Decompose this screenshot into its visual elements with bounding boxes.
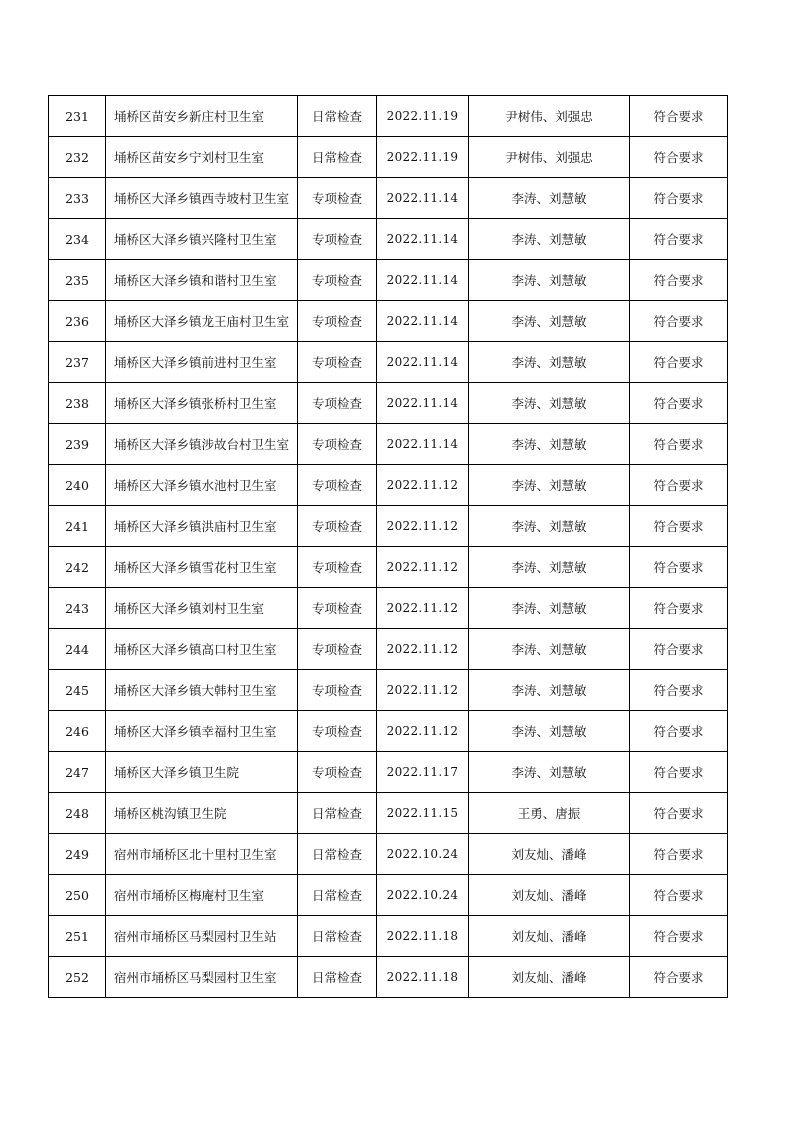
result-cell: 符合要求	[630, 301, 728, 342]
inspection-date-cell: 2022.11.12	[377, 547, 469, 588]
inspection-type-cell: 日常检查	[298, 96, 377, 137]
table-row	[49, 219, 728, 260]
unit-name-cell: 宿州市埇桥区马梨园村卫生站	[106, 916, 298, 957]
inspectors-cell: 李涛、刘慧敏	[469, 342, 630, 383]
inspectors-cell: 李涛、刘慧敏	[469, 506, 630, 547]
table-row	[49, 178, 728, 219]
unit-name-cell: 埇桥区苗安乡新庄村卫生室	[106, 96, 298, 137]
result-cell: 符合要求	[630, 383, 728, 424]
row-number-cell: 249	[49, 834, 106, 875]
result-cell: 符合要求	[630, 875, 728, 916]
inspection-type-cell: 专项检查	[298, 342, 377, 383]
unit-name-cell: 埇桥区大泽乡镇高口村卫生室	[106, 629, 298, 670]
inspectors-cell: 李涛、刘慧敏	[469, 260, 630, 301]
unit-name-cell: 埇桥区大泽乡镇西寺坡村卫生室	[106, 178, 298, 219]
inspection-date-cell: 2022.11.14	[377, 383, 469, 424]
unit-name-cell: 埇桥区大泽乡镇前进村卫生室	[106, 342, 298, 383]
inspectors-cell: 李涛、刘慧敏	[469, 465, 630, 506]
table-row	[49, 834, 728, 875]
inspection-date-cell: 2022.11.14	[377, 301, 469, 342]
inspection-type-cell: 日常检查	[298, 137, 377, 178]
table-row	[49, 752, 728, 793]
result-cell: 符合要求	[630, 547, 728, 588]
inspection-date-cell: 2022.10.24	[377, 875, 469, 916]
inspectors-cell: 尹树伟、刘强忠	[469, 137, 630, 178]
inspection-type-cell: 专项检查	[298, 178, 377, 219]
table-row	[49, 383, 728, 424]
row-number-cell: 252	[49, 957, 106, 998]
table-row	[49, 547, 728, 588]
inspectors-cell: 李涛、刘慧敏	[469, 588, 630, 629]
inspection-date-cell: 2022.11.12	[377, 506, 469, 547]
table-row	[49, 916, 728, 957]
inspection-date-cell: 2022.11.12	[377, 629, 469, 670]
unit-name-cell: 埇桥区大泽乡镇洪庙村卫生室	[106, 506, 298, 547]
inspectors-cell: 刘友灿、潘峰	[469, 916, 630, 957]
result-cell: 符合要求	[630, 629, 728, 670]
result-cell: 符合要求	[630, 219, 728, 260]
inspectors-cell: 李涛、刘慧敏	[469, 547, 630, 588]
inspectors-cell: 李涛、刘慧敏	[469, 629, 630, 670]
table-row	[49, 711, 728, 752]
inspection-date-cell: 2022.11.14	[377, 260, 469, 301]
unit-name-cell: 埇桥区桃沟镇卫生院	[106, 793, 298, 834]
row-number-cell: 248	[49, 793, 106, 834]
unit-name-cell: 埇桥区大泽乡镇刘村卫生室	[106, 588, 298, 629]
result-cell: 符合要求	[630, 424, 728, 465]
unit-name-cell: 宿州市埇桥区马梨园村卫生室	[106, 957, 298, 998]
row-number-cell: 232	[49, 137, 106, 178]
inspection-date-cell: 2022.11.19	[377, 96, 469, 137]
inspectors-cell: 李涛、刘慧敏	[469, 383, 630, 424]
table-row	[49, 588, 728, 629]
table-row	[49, 260, 728, 301]
row-number-cell: 245	[49, 670, 106, 711]
unit-name-cell: 宿州市埇桥区北十里村卫生室	[106, 834, 298, 875]
unit-name-cell: 埇桥区大泽乡镇幸福村卫生室	[106, 711, 298, 752]
inspection-date-cell: 2022.11.17	[377, 752, 469, 793]
unit-name-cell: 埇桥区大泽乡镇大韩村卫生室	[106, 670, 298, 711]
row-number-cell: 234	[49, 219, 106, 260]
inspection-type-cell: 专项检查	[298, 465, 377, 506]
result-cell: 符合要求	[630, 752, 728, 793]
row-number-cell: 236	[49, 301, 106, 342]
inspectors-cell: 李涛、刘慧敏	[469, 711, 630, 752]
inspection-date-cell: 2022.11.14	[377, 424, 469, 465]
result-cell: 符合要求	[630, 670, 728, 711]
inspection-type-cell: 日常检查	[298, 957, 377, 998]
result-cell: 符合要求	[630, 342, 728, 383]
result-cell: 符合要求	[630, 260, 728, 301]
row-number-cell: 233	[49, 178, 106, 219]
result-cell: 符合要求	[630, 178, 728, 219]
inspection-type-cell: 专项检查	[298, 301, 377, 342]
row-number-cell: 235	[49, 260, 106, 301]
inspectors-cell: 李涛、刘慧敏	[469, 178, 630, 219]
inspection-date-cell: 2022.11.12	[377, 711, 469, 752]
inspection-date-cell: 2022.11.12	[377, 465, 469, 506]
inspection-type-cell: 专项检查	[298, 670, 377, 711]
result-cell: 符合要求	[630, 834, 728, 875]
inspection-type-cell: 日常检查	[298, 875, 377, 916]
result-cell: 符合要求	[630, 506, 728, 547]
table-row	[49, 506, 728, 547]
inspection-type-cell: 专项检查	[298, 711, 377, 752]
row-number-cell: 247	[49, 752, 106, 793]
inspection-date-cell: 2022.11.15	[377, 793, 469, 834]
table-row	[49, 957, 728, 998]
unit-name-cell: 埇桥区大泽乡镇和谐村卫生室	[106, 260, 298, 301]
result-cell: 符合要求	[630, 711, 728, 752]
inspection-date-cell: 2022.11.14	[377, 219, 469, 260]
row-number-cell: 250	[49, 875, 106, 916]
inspection-type-cell: 专项检查	[298, 383, 377, 424]
table-row	[49, 137, 728, 178]
inspection-date-cell: 2022.11.14	[377, 178, 469, 219]
unit-name-cell: 埇桥区大泽乡镇涉故台村卫生室	[106, 424, 298, 465]
table-row	[49, 875, 728, 916]
inspection-type-cell: 专项检查	[298, 629, 377, 670]
unit-name-cell: 埇桥区苗安乡宁刘村卫生室	[106, 137, 298, 178]
table-row	[49, 96, 728, 137]
row-number-cell: 243	[49, 588, 106, 629]
unit-name-cell: 埇桥区大泽乡镇水池村卫生室	[106, 465, 298, 506]
result-cell: 符合要求	[630, 916, 728, 957]
inspectors-cell: 尹树伟、刘强忠	[469, 96, 630, 137]
table-row	[49, 629, 728, 670]
inspectors-cell: 李涛、刘慧敏	[469, 301, 630, 342]
inspectors-cell: 刘友灿、潘峰	[469, 957, 630, 998]
inspection-type-cell: 专项检查	[298, 219, 377, 260]
result-cell: 符合要求	[630, 465, 728, 506]
inspection-date-cell: 2022.11.18	[377, 916, 469, 957]
unit-name-cell: 埇桥区大泽乡镇兴隆村卫生室	[106, 219, 298, 260]
table-row	[49, 465, 728, 506]
inspection-type-cell: 专项检查	[298, 752, 377, 793]
result-cell: 符合要求	[630, 957, 728, 998]
row-number-cell: 242	[49, 547, 106, 588]
row-number-cell: 251	[49, 916, 106, 957]
inspectors-cell: 李涛、刘慧敏	[469, 424, 630, 465]
table-row	[49, 670, 728, 711]
inspection-type-cell: 专项检查	[298, 260, 377, 301]
result-cell: 符合要求	[630, 588, 728, 629]
inspection-type-cell: 日常检查	[298, 916, 377, 957]
inspection-type-cell: 日常检查	[298, 834, 377, 875]
table-row	[49, 424, 728, 465]
row-number-cell: 239	[49, 424, 106, 465]
inspection-type-cell: 专项检查	[298, 424, 377, 465]
table-row	[49, 342, 728, 383]
result-cell: 符合要求	[630, 137, 728, 178]
inspection-date-cell: 2022.11.12	[377, 670, 469, 711]
result-cell: 符合要求	[630, 793, 728, 834]
inspection-type-cell: 日常检查	[298, 793, 377, 834]
row-number-cell: 246	[49, 711, 106, 752]
unit-name-cell: 埇桥区大泽乡镇张桥村卫生室	[106, 383, 298, 424]
unit-name-cell: 埇桥区大泽乡镇龙王庙村卫生室	[106, 301, 298, 342]
inspection-date-cell: 2022.10.24	[377, 834, 469, 875]
inspection-date-cell: 2022.11.12	[377, 588, 469, 629]
row-number-cell: 238	[49, 383, 106, 424]
table-row	[49, 301, 728, 342]
unit-name-cell: 埇桥区大泽乡镇卫生院	[106, 752, 298, 793]
inspection-date-cell: 2022.11.14	[377, 342, 469, 383]
row-number-cell: 240	[49, 465, 106, 506]
inspection-date-cell: 2022.11.18	[377, 957, 469, 998]
inspection-table-body	[49, 96, 728, 998]
row-number-cell: 237	[49, 342, 106, 383]
inspection-type-cell: 专项检查	[298, 588, 377, 629]
inspectors-cell: 王勇、唐振	[469, 793, 630, 834]
unit-name-cell: 宿州市埇桥区梅庵村卫生室	[106, 875, 298, 916]
row-number-cell: 241	[49, 506, 106, 547]
inspection-type-cell: 专项检查	[298, 506, 377, 547]
unit-name-cell: 埇桥区大泽乡镇雪花村卫生室	[106, 547, 298, 588]
inspectors-cell: 李涛、刘慧敏	[469, 670, 630, 711]
inspection-table	[48, 95, 728, 998]
inspection-type-cell: 专项检查	[298, 547, 377, 588]
table-row	[49, 793, 728, 834]
inspectors-cell: 李涛、刘慧敏	[469, 752, 630, 793]
result-cell: 符合要求	[630, 96, 728, 137]
inspectors-cell: 刘友灿、潘峰	[469, 875, 630, 916]
inspectors-cell: 李涛、刘慧敏	[469, 219, 630, 260]
inspection-date-cell: 2022.11.19	[377, 137, 469, 178]
row-number-cell: 244	[49, 629, 106, 670]
row-number-cell: 231	[49, 96, 106, 137]
inspectors-cell: 刘友灿、潘峰	[469, 834, 630, 875]
